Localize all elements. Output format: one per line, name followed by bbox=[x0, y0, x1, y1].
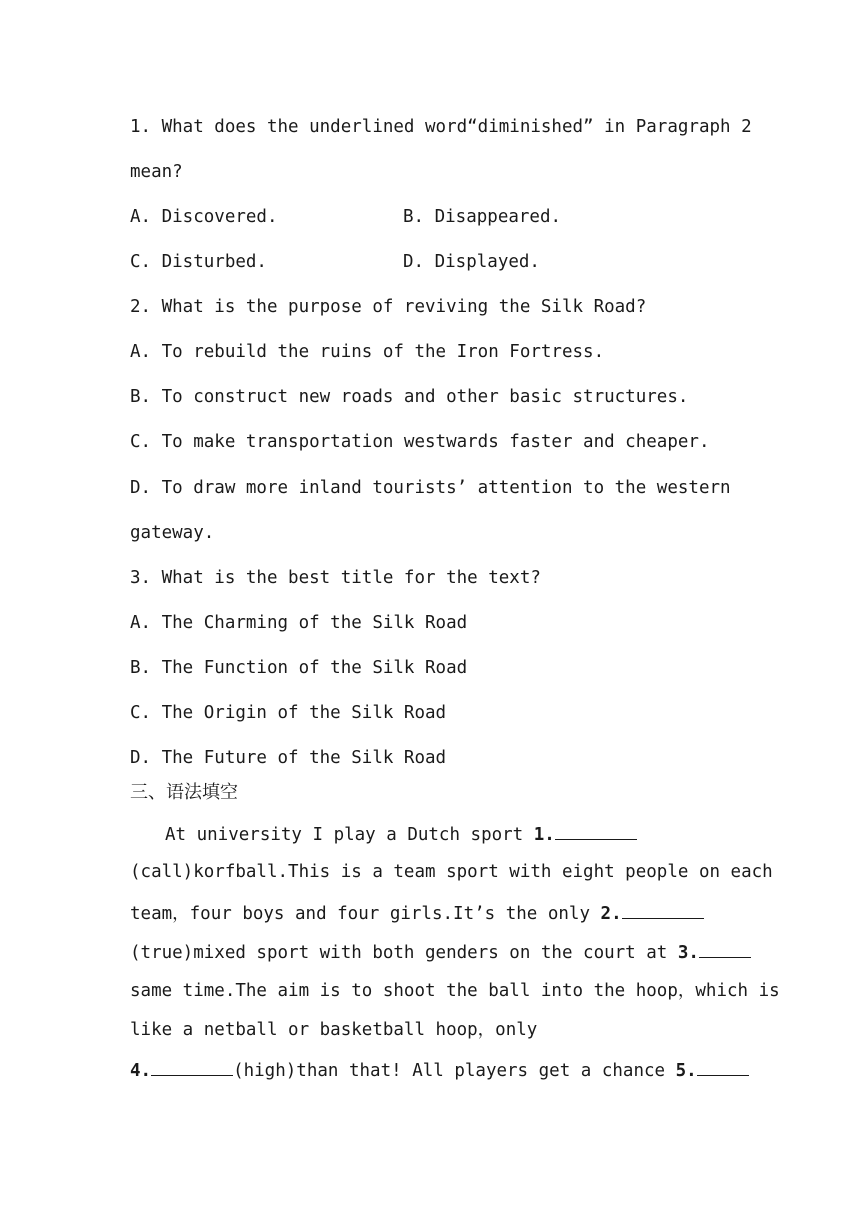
q3-option-d: D. The Future of the Silk Road bbox=[130, 748, 447, 768]
q2-option-d-line1: D. To draw more inland tourists’ attention to the western bbox=[130, 478, 731, 498]
grammar-line1 bbox=[165, 821, 630, 847]
grammar-line6: like a netball or basketball hoop，only bbox=[130, 1020, 538, 1040]
grammar-line2: (call)korfball.This is a team sport with eight people on each bbox=[130, 862, 773, 882]
blank-number-3: 3. bbox=[677, 943, 699, 963]
q1-option-b: B. Disappeared. bbox=[403, 207, 562, 227]
answer-blank-1[interactable] bbox=[555, 821, 637, 840]
answer-blank-4[interactable] bbox=[151, 1057, 233, 1076]
answer-blank-2[interactable] bbox=[622, 900, 704, 919]
q3-option-c: C. The Origin of the Silk Road bbox=[130, 703, 447, 723]
q2-option-a: A. To rebuild the ruins of the Iron Fortress. bbox=[130, 342, 605, 362]
q2-stem: 2. What is the purpose of reviving the Silk Road? bbox=[130, 297, 647, 317]
grammar-line3 bbox=[130, 900, 730, 926]
q1-stem-line2: mean? bbox=[130, 162, 183, 182]
q3-stem: 3. What is the best title for the text? bbox=[130, 568, 541, 588]
q1-option-a: A. Discovered. bbox=[130, 207, 278, 227]
grammar-line7 bbox=[130, 1057, 730, 1083]
grammar-line5: same time.The aim is to shoot the ball into the hoop，which is bbox=[130, 981, 780, 1001]
q2-option-c: C. To make transportation westwards faster and cheaper. bbox=[130, 432, 710, 452]
grammar-text-4: (true)mixed sport with both genders on the court at bbox=[130, 943, 678, 963]
q2-option-b: B. To construct new roads and other basic structures. bbox=[130, 387, 689, 407]
section-heading: 三、语法填空 bbox=[130, 782, 238, 803]
q3-option-b: B. The Function of the Silk Road bbox=[130, 658, 468, 678]
grammar-text-7: (high)than that! All players get a chance bbox=[233, 1061, 676, 1081]
blank-number-2: 2. bbox=[600, 904, 622, 924]
q2-option-d-line2: gateway. bbox=[130, 523, 215, 543]
q1-option-c: C. Disturbed. bbox=[130, 252, 267, 272]
q1-options-row2 bbox=[130, 250, 730, 274]
grammar-text-1: At university I play a Dutch sport bbox=[165, 825, 534, 845]
blank-number-1: 1. bbox=[533, 825, 555, 845]
grammar-line4 bbox=[130, 939, 730, 965]
q1-stem-line1: 1. What does the underlined word“diminished” in Paragraph 2 bbox=[130, 117, 752, 137]
q1-options-row1 bbox=[130, 205, 730, 229]
q3-option-a: A. The Charming of the Silk Road bbox=[130, 613, 468, 633]
q1-option-d: D. Displayed. bbox=[403, 252, 540, 272]
blank-number-5: 5. bbox=[675, 1061, 697, 1081]
blank-number-4: 4. bbox=[130, 1061, 152, 1081]
answer-blank-5[interactable] bbox=[697, 1057, 749, 1076]
answer-blank-3[interactable] bbox=[699, 939, 751, 958]
grammar-text-3: team，four boys and four girls.It’s the only bbox=[130, 904, 601, 924]
